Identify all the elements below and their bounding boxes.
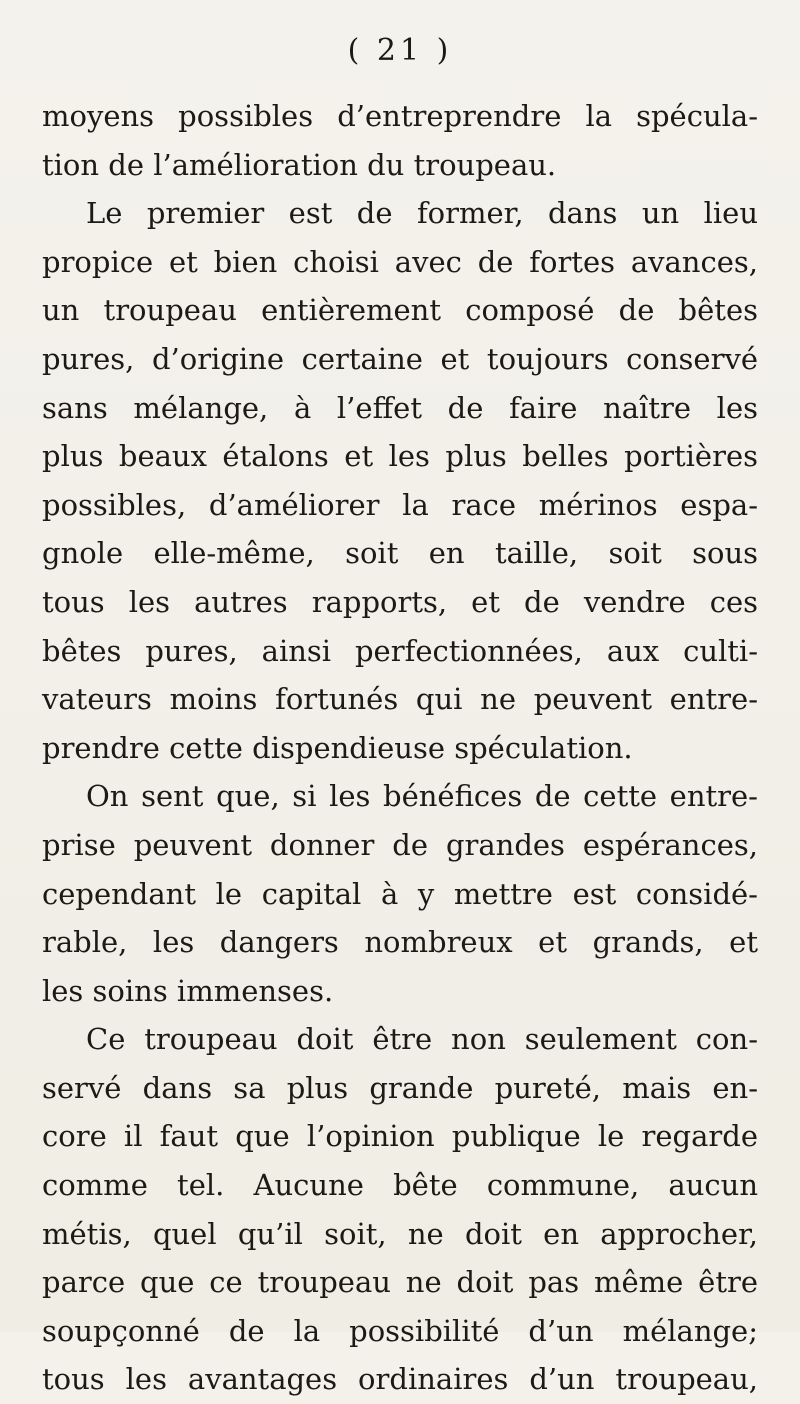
text-line: vateurs moins fortunés qui ne peuvent entre- — [42, 682, 758, 717]
text-line: gnole elle-même, soit en taille, soit sous — [42, 536, 758, 571]
text-line: prendre cette dispendieuse spéculation. — [42, 730, 633, 765]
page-number: ( 21 ) — [347, 33, 453, 68]
text-line: pures, d’origine certaine et toujours conservé — [42, 341, 758, 376]
text-line: métis, quel qu’il soit, ne doit en approcher, — [42, 1216, 758, 1251]
text-line: tous les autres rapports, et de vendre ces — [42, 584, 758, 619]
text-line: sans mélange, à l’effet de faire naître les — [42, 390, 758, 425]
text-line: soupçonné de la possibilité d’un mélange; — [42, 1313, 758, 1348]
text-line: tous les avantages ordinaires d’un troupeau, — [42, 1362, 758, 1397]
text-line: moyens possibles d’entreprendre la spécula- — [42, 99, 758, 133]
text-line: possibles, d’améliorer la race mérinos espa- — [42, 487, 758, 522]
text-line: un troupeau entièrement composé de bêtes — [42, 293, 758, 328]
text-line: Ce troupeau doit être non seulement con- — [86, 1022, 758, 1057]
text-line: propice et bien choisi avec de fortes avances, — [42, 244, 758, 279]
text-line: cependant le capital à y mettre est considé- — [42, 876, 758, 911]
text-line: plus beaux étalons et les plus belles portières — [42, 439, 758, 474]
body-text — [42, 92, 758, 1404]
text-line: comme tel. Aucune bête commune, aucun — [42, 1168, 758, 1203]
text-line: On sent que, si les bénéfices de cette entre- — [86, 779, 758, 814]
text-line: bêtes pures, ainsi perfectionnées, aux culti- — [42, 633, 758, 668]
text-line: parce que ce troupeau ne doit pas même être — [42, 1265, 758, 1300]
text-line: prise peuvent donner de grandes espérances, — [42, 827, 758, 862]
text-line: core il faut que l’opinion publique le regarde — [42, 1119, 758, 1154]
text-line: Le premier est de former, dans un lieu — [86, 196, 758, 231]
text-line: tion de l’amélioration du troupeau. — [42, 147, 557, 182]
text-line: servé dans sa plus grande pureté, mais en- — [42, 1070, 758, 1105]
text-line: rable, les dangers nombreux et grands, et — [42, 925, 758, 960]
text-line: les soins immenses. — [42, 973, 334, 1008]
